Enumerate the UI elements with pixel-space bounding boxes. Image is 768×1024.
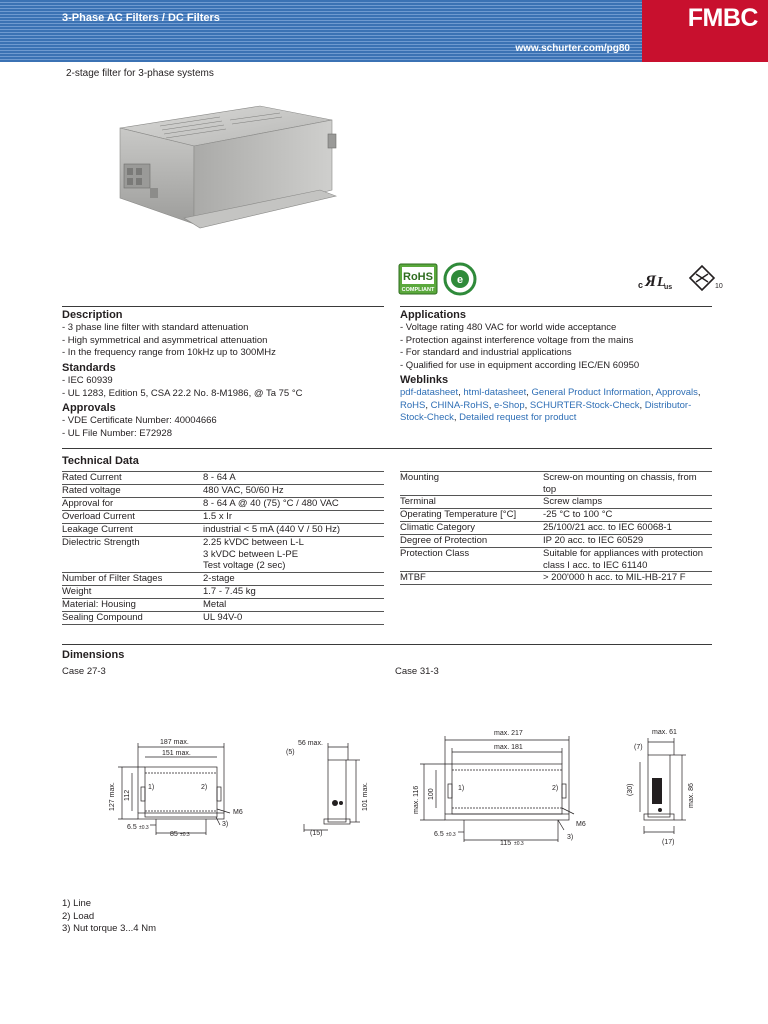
applications-item: - Protection against interference voltage from the mains xyxy=(400,334,634,346)
technical-rule xyxy=(62,448,712,449)
dim-56-max: 56 max. xyxy=(298,740,323,747)
technical-row xyxy=(62,598,384,611)
technical-row xyxy=(400,496,712,509)
technical-table-left xyxy=(62,471,384,625)
technical-label: Degree of Protection xyxy=(400,535,543,548)
weblink[interactable]: Detailed request for product xyxy=(459,412,577,424)
technical-value: 8 - 64 A xyxy=(203,472,384,485)
dimensions-heading: Dimensions xyxy=(62,649,125,661)
technical-row xyxy=(62,537,384,573)
technical-label: Approval for xyxy=(62,498,203,511)
approvals-list xyxy=(62,415,217,440)
dim-max-217: max. 217 xyxy=(494,730,523,737)
weblink-separator: , xyxy=(524,399,530,411)
technical-value: 2-stage xyxy=(203,572,384,585)
dim-label-3: 3) xyxy=(222,821,229,828)
weblink-separator: , xyxy=(488,399,494,411)
cul-us-logo xyxy=(636,262,676,296)
technical-row xyxy=(400,509,712,522)
technical-row xyxy=(400,522,712,535)
technical-value: Metal xyxy=(203,598,384,611)
technical-value: 1.5 x Ir xyxy=(203,511,384,524)
dim-187-max: 187 max. xyxy=(160,739,189,746)
technical-value: 25/100/21 acc. to IEC 60068-1 xyxy=(543,522,712,535)
weblink[interactable]: Stock-Check xyxy=(400,412,454,424)
product-photo xyxy=(110,98,350,238)
technical-row xyxy=(400,472,712,496)
technical-value: 8 - 64 A @ 40 (75) °C / 480 VAC xyxy=(203,498,384,511)
footnotes xyxy=(62,898,156,936)
technical-row xyxy=(62,585,384,598)
description-item: - In the frequency range from 10kHz up to 300MHz xyxy=(62,347,276,359)
technical-value: UL 94V-0 xyxy=(203,611,384,624)
weblink[interactable]: Distributor- xyxy=(644,399,692,411)
standards-item: - UL 1283, Edition 5, CSA 22.2 No. 8-M1986, @ Ta 75 °C xyxy=(62,387,303,399)
technical-row xyxy=(400,535,712,548)
weblink[interactable]: General Product Information xyxy=(531,387,651,398)
case-27-3-label: Case 27-3 xyxy=(62,666,106,677)
technical-value: -25 °C to 100 °C xyxy=(543,509,712,522)
svg-text:L: L xyxy=(657,275,666,290)
weblinks-line xyxy=(400,400,701,413)
dim-max-181: max. 181 xyxy=(494,744,523,751)
technical-label: Operating Temperature [°C] xyxy=(400,509,543,522)
standards-heading: Standards xyxy=(62,362,116,374)
dim2-6-5: 6.5 xyxy=(434,831,444,838)
technical-label: Dielectric Strength xyxy=(62,537,203,573)
approvals-heading: Approvals xyxy=(62,402,116,414)
technical-heading: Technical Data xyxy=(62,455,139,467)
technical-label: MTBF xyxy=(400,572,543,585)
dim-115-tolerance: ±0.3 xyxy=(514,841,524,847)
applications-heading: Applications xyxy=(400,309,467,321)
technical-row xyxy=(62,524,384,537)
technical-value: Suitable for appliances with protection class I acc. to IEC 61140 xyxy=(543,548,712,572)
technical-label: Mounting xyxy=(400,472,543,496)
dim-17: (17) xyxy=(662,839,675,846)
dim-112: 112 xyxy=(124,789,131,801)
applications-rule xyxy=(400,306,712,307)
dim-15: (15) xyxy=(310,830,323,837)
dim2-label-3: 3) xyxy=(567,834,574,841)
technical-label: Terminal xyxy=(400,496,543,509)
technical-row xyxy=(400,572,712,585)
dim-m6: M6 xyxy=(233,809,243,816)
dim-6-5-tolerance: ±0.3 xyxy=(139,825,149,831)
dim2-6-5-tolerance: ±0.3 xyxy=(446,832,456,838)
standards-list xyxy=(62,375,303,400)
weblink-separator: , xyxy=(697,387,701,398)
technical-label: Rated voltage xyxy=(62,485,203,498)
rohs-compliant-text: COMPLIANT xyxy=(401,287,435,293)
dim-6-5: 6.5 xyxy=(127,824,137,831)
case-31-3-drawing xyxy=(412,722,712,857)
dim-151-max: 151 max. xyxy=(162,750,191,757)
dimensions-rule xyxy=(62,644,712,645)
technical-label: Material: Housing xyxy=(62,598,203,611)
dim2-label-2: 2) xyxy=(552,785,559,792)
weblinks-list xyxy=(400,387,701,425)
technical-table-right xyxy=(400,471,712,585)
technical-row xyxy=(62,485,384,498)
technical-value: > 200'000 h acc. to MIL-HB-217 F xyxy=(543,572,712,585)
china-rohs-logo xyxy=(442,262,478,296)
footnote-load: 2) Load xyxy=(62,910,95,922)
technical-row xyxy=(62,498,384,511)
cul-us-text: us xyxy=(664,284,673,291)
dim-127-max: 127 max. xyxy=(109,782,116,811)
weblinks-line xyxy=(400,387,701,400)
technical-row xyxy=(62,472,384,485)
header-category: 3-Phase AC Filters / DC Filters xyxy=(62,12,220,24)
technical-label: Rated Current xyxy=(62,472,203,485)
technical-value: 1.7 - 7.45 kg xyxy=(203,585,384,598)
svg-text:e: e xyxy=(456,274,464,286)
technical-row xyxy=(62,511,384,524)
description-rule xyxy=(62,306,384,307)
weblinks-line xyxy=(400,412,701,425)
applications-item: - For standard and industrial applications xyxy=(400,347,572,359)
standards-item: - IEC 60939 xyxy=(62,375,113,386)
description-heading: Description xyxy=(62,309,123,321)
technical-row xyxy=(400,548,712,572)
technical-label: Climatic Category xyxy=(400,522,543,535)
dim-max-116: max. 116 xyxy=(413,785,420,814)
applications-item: - Voltage rating 480 VAC for world wide acceptance xyxy=(400,322,617,333)
rohs-logo xyxy=(398,262,438,296)
case-31-3-label: Case 31-3 xyxy=(395,666,439,677)
technical-value: industrial < 5 mA (440 V / 50 Hz) xyxy=(203,524,384,537)
dim-85-tolerance: ±0.3 xyxy=(180,832,190,838)
header-url-link[interactable]: www.schurter.com/pg80 xyxy=(515,43,630,54)
dim-7: (7) xyxy=(634,744,643,751)
technical-label: Leakage Current xyxy=(62,524,203,537)
dim-115: 115 xyxy=(500,840,512,847)
technical-label: Overload Current xyxy=(62,511,203,524)
technical-value: Screw clamps xyxy=(543,496,712,509)
rohs-logo-text: RoHS xyxy=(403,271,433,283)
weblink-separator: , xyxy=(453,412,460,424)
weblink[interactable]: e-Shop xyxy=(493,399,525,411)
vde-number: 10 xyxy=(715,283,723,290)
approvals-item: - VDE Certificate Number: 40004666 xyxy=(62,415,217,426)
weblink[interactable]: html-datasheet xyxy=(463,387,527,398)
weblinks-heading: Weblinks xyxy=(400,374,449,386)
page-subtitle: 2-stage filter for 3-phase systems xyxy=(66,68,214,79)
header-bar xyxy=(0,0,642,62)
weblink-separator: , xyxy=(458,387,464,398)
description-item: - High symmetrical and asymmetrical attenuation xyxy=(62,334,268,346)
case-27-3-drawing xyxy=(100,725,380,855)
dim-label-1: 1) xyxy=(148,784,155,791)
approvals-item: - UL File Number: E72928 xyxy=(62,427,173,439)
footnote-line: 1) Line xyxy=(62,898,92,909)
weblink-separator: , xyxy=(526,387,532,398)
technical-value: 480 VAC, 50/60 Hz xyxy=(203,485,384,498)
svg-text:Я: Я xyxy=(645,273,657,290)
weblink[interactable]: RoHS xyxy=(400,399,426,411)
weblink[interactable]: Approvals xyxy=(655,387,698,398)
dim-100: 100 xyxy=(428,788,435,800)
technical-label: Weight xyxy=(62,585,203,598)
dim-max-61: max. 61 xyxy=(652,729,677,736)
applications-item: - Qualified for use in equipment according IEC/EN 60950 xyxy=(400,359,640,371)
technical-value: 2.25 kVDC between L-L 3 kVDC between L-PE Test voltage (2 sec) xyxy=(203,537,384,573)
product-name: FMBC xyxy=(687,4,758,32)
cul-c-text: c xyxy=(638,280,644,290)
weblink[interactable]: SCHURTER-Stock-Check xyxy=(529,399,640,411)
description-list xyxy=(62,322,276,360)
technical-value: Screw-on mounting on chassis, from top xyxy=(543,472,712,496)
technical-row xyxy=(62,611,384,624)
applications-list xyxy=(400,322,639,372)
technical-value: IP 20 acc. to IEC 60529 xyxy=(543,535,712,548)
weblink[interactable]: CHINA-RoHS xyxy=(430,399,489,411)
dim-85: 85 xyxy=(170,831,178,838)
dim-5: (5) xyxy=(286,749,295,756)
dim-max-86: max. 86 xyxy=(688,783,695,808)
weblink-separator: , xyxy=(650,387,656,398)
description-item: - 3 phase line filter with standard attenuation xyxy=(62,322,249,333)
dim-label-2: 2) xyxy=(201,784,208,791)
vde-logo xyxy=(686,262,722,296)
dim2-m6: M6 xyxy=(576,821,586,828)
weblink[interactable]: pdf-datasheet xyxy=(400,387,459,398)
technical-label: Protection Class xyxy=(400,548,543,572)
weblink-separator: , xyxy=(639,399,645,411)
brand-box xyxy=(642,0,768,62)
technical-label: Sealing Compound xyxy=(62,611,203,624)
footnote-torque: 3) Nut torque 3...4 Nm xyxy=(62,923,156,934)
dim-101-max: 101 max. xyxy=(362,782,369,811)
weblink-separator: , xyxy=(425,399,431,411)
technical-label: Number of Filter Stages xyxy=(62,572,203,585)
dim2-label-1: 1) xyxy=(458,785,465,792)
dim-30: (30) xyxy=(627,783,634,796)
technical-row xyxy=(62,572,384,585)
